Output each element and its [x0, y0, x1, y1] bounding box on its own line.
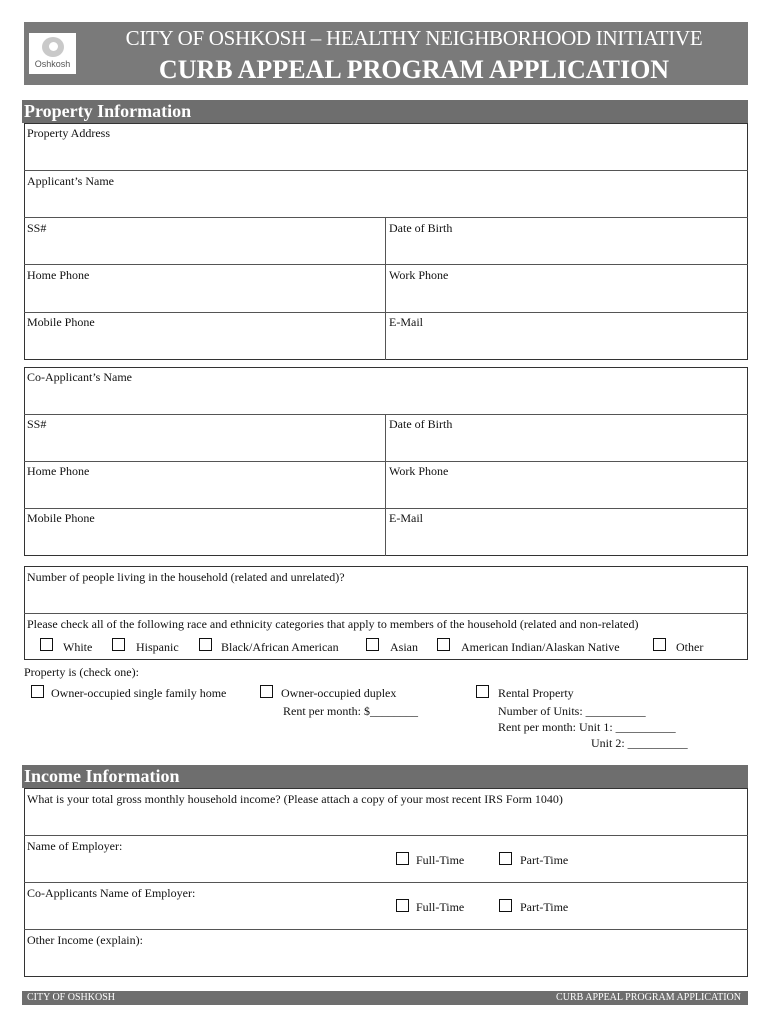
household-count-field[interactable]: Number of people living in the household (related and unrelated)?: [27, 570, 345, 584]
co-employer-full-time-label: Full-Time: [416, 900, 465, 914]
section-title-income: Income Information: [22, 765, 748, 788]
footer-left: CITY OF OSHKOSH: [27, 992, 115, 1003]
employer-part-time-label: Part-Time: [520, 853, 569, 867]
checkbox-hispanic[interactable]: [112, 638, 125, 651]
divider: [385, 217, 386, 360]
logo-text: Oshkosh: [34, 59, 71, 69]
checkbox-co-employer-full-time[interactable]: [396, 899, 409, 912]
property-address-field[interactable]: Property Address: [27, 126, 110, 140]
race-label-white: White: [63, 640, 93, 654]
checkbox-employer-full-time[interactable]: [396, 852, 409, 865]
co-work-phone-field[interactable]: Work Phone: [389, 464, 449, 478]
email-field[interactable]: E-Mail: [389, 315, 423, 329]
applicant-block: [24, 123, 748, 360]
divider: [24, 882, 748, 883]
divider: [24, 835, 748, 836]
footer-bar: [22, 991, 748, 1005]
checkbox-rental-property[interactable]: [476, 685, 489, 698]
divider: [24, 170, 748, 171]
checkbox-other[interactable]: [653, 638, 666, 651]
home-phone-field[interactable]: Home Phone: [27, 268, 90, 282]
page-title: CURB APPEAL PROGRAM APPLICATION: [158, 55, 670, 84]
gross-income-field[interactable]: What is your total gross monthly household income? (Please attach a copy of your most recent IRS Form 1040): [27, 792, 563, 806]
property-is-label: Property is (check one):: [24, 665, 139, 679]
mobile-phone-field[interactable]: Mobile Phone: [27, 315, 95, 329]
race-label-black: Black/African American: [221, 640, 339, 654]
divider: [24, 264, 748, 265]
checkbox-owner-single-family[interactable]: [31, 685, 44, 698]
race-prompt: Please check all of the following race and ethnicity categories that apply to members of the household (related and non-related): [27, 617, 639, 631]
checkbox-black-african-american[interactable]: [199, 638, 212, 651]
race-label-asian: Asian: [390, 640, 418, 654]
header-subtitle: CITY OF OSHKOSH – HEALTHY NEIGHBORHOOD INITIATIVE: [125, 26, 703, 50]
co-home-phone-field[interactable]: Home Phone: [27, 464, 90, 478]
co-ss-field[interactable]: SS#: [27, 417, 47, 431]
co-applicant-name-field[interactable]: Co-Applicant’s Name: [27, 370, 132, 384]
divider: [24, 414, 748, 415]
divider: [24, 217, 748, 218]
rental-unit2-field[interactable]: Unit 2: __________: [591, 736, 688, 750]
checkbox-co-employer-part-time[interactable]: [499, 899, 512, 912]
divider: [385, 414, 386, 556]
duplex-rent-field[interactable]: Rent per month: $________: [283, 704, 418, 718]
dob-field[interactable]: Date of Birth: [389, 221, 453, 235]
section-title-property: Property Information: [22, 100, 748, 123]
co-email-field[interactable]: E-Mail: [389, 511, 423, 525]
race-label-other: Other: [676, 640, 704, 654]
ss-field[interactable]: SS#: [27, 221, 47, 235]
prop-duplex-label: Owner-occupied duplex: [281, 686, 397, 700]
checkbox-american-indian[interactable]: [437, 638, 450, 651]
race-label-hispanic: Hispanic: [136, 640, 179, 654]
divider: [24, 613, 748, 614]
co-dob-field[interactable]: Date of Birth: [389, 417, 453, 431]
rental-units-field[interactable]: Number of Units: __________: [498, 704, 646, 718]
co-mobile-phone-field[interactable]: Mobile Phone: [27, 511, 95, 525]
employer-field[interactable]: Name of Employer:: [27, 839, 123, 853]
divider: [24, 929, 748, 930]
prop-rental-label: Rental Property: [498, 686, 574, 700]
divider: [24, 508, 748, 509]
footer-right: CURB APPEAL PROGRAM APPLICATION: [556, 992, 741, 1003]
checkbox-employer-part-time[interactable]: [499, 852, 512, 865]
city-logo: [29, 33, 76, 74]
divider: [24, 312, 748, 313]
applicant-name-field[interactable]: Applicant’s Name: [27, 174, 114, 188]
work-phone-field[interactable]: Work Phone: [389, 268, 449, 282]
divider: [24, 461, 748, 462]
employer-full-time-label: Full-Time: [416, 853, 465, 867]
checkbox-white[interactable]: [40, 638, 53, 651]
other-income-field[interactable]: Other Income (explain):: [27, 933, 143, 947]
rental-unit1-field[interactable]: Rent per month: Unit 1: __________: [498, 720, 676, 734]
race-label-american-indian: American Indian/Alaskan Native: [461, 640, 620, 654]
co-employer-field[interactable]: Co-Applicants Name of Employer:: [27, 886, 196, 900]
co-employer-part-time-label: Part-Time: [520, 900, 569, 914]
checkbox-owner-duplex[interactable]: [260, 685, 273, 698]
checkbox-asian[interactable]: [366, 638, 379, 651]
prop-single-label: Owner-occupied single family home: [51, 686, 227, 700]
logo-icon: [42, 37, 64, 57]
